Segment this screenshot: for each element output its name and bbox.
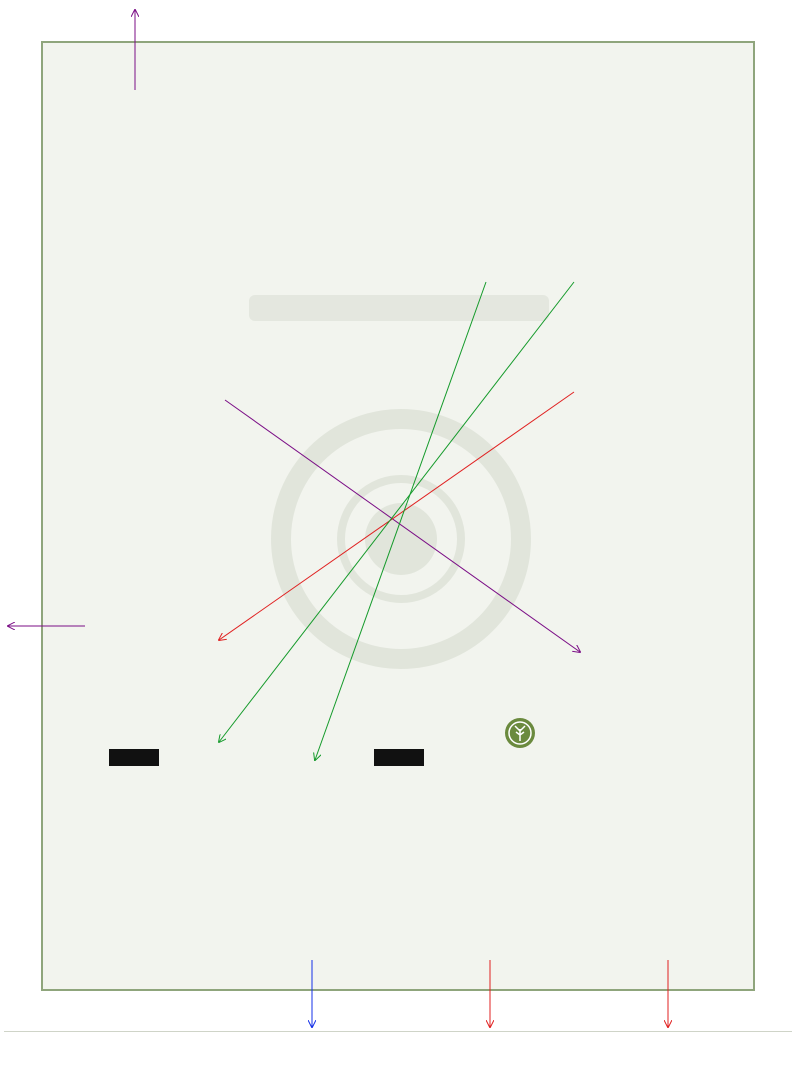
kabala-logo-icon [504,717,536,749]
tuan-tag [374,749,424,766]
bagua-watermark [261,399,541,679]
chart-board [41,41,755,991]
triet-tag [109,749,159,766]
legend-bar [0,1032,796,1070]
watermark-text [249,295,549,321]
center-info-panel [221,279,577,755]
